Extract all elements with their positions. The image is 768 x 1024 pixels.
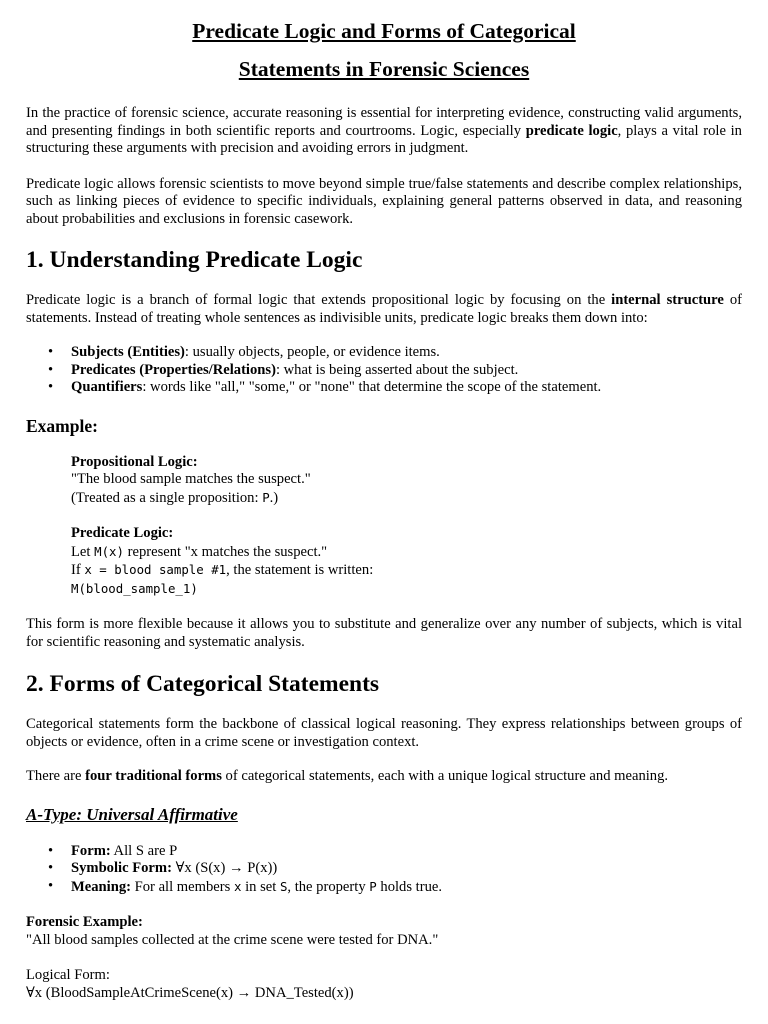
- title-line-2: Statements in Forensic Sciences: [238, 57, 530, 81]
- document-title: [26, 18, 742, 94]
- list-item-text: : what is being asserted about the subject.: [275, 361, 519, 378]
- pred-code: x = blood sample #1: [84, 562, 227, 577]
- prop-text: (Treated as a single proposition:: [71, 489, 263, 506]
- meaning-code: P: [369, 878, 377, 894]
- list-item-bold: Quantifiers: [71, 379, 143, 395]
- meaning-label: Meaning:: [71, 878, 131, 895]
- list-item-text: : words like "all," "some," or "none" that determine the scope of the statement.: [142, 379, 602, 395]
- list-item: [71, 344, 742, 362]
- list-item: [71, 860, 742, 878]
- a-type-heading: A-Type: Universal Affirmative: [26, 804, 238, 824]
- propositional-line-1: "The blood sample matches the suspect.": [71, 471, 311, 487]
- form-text: All S are P: [110, 842, 178, 859]
- prop-code: P: [262, 489, 270, 505]
- list-item-bold: Predicates (Properties/Relations): [71, 361, 276, 378]
- forensic-example-label: Forensic Example:: [26, 914, 143, 930]
- list-item: [71, 843, 742, 861]
- pred-text-after: , the statement is written:: [226, 562, 374, 578]
- meaning-code: S: [279, 878, 288, 894]
- predicate-line-3: [71, 580, 742, 599]
- predicate-title: Predicate Logic:: [71, 525, 174, 541]
- intro-p1-text: In the practice of forensic science, accurate reasoning is essential for interpreting evidence, constructing valid arguments, and presenting findings in both scientific reports and courtrooms. Logic, especially: [26, 105, 742, 139]
- pred-code: M(blood_sample_1): [71, 580, 198, 596]
- s2-p2-text: There are: [26, 768, 86, 784]
- title-line-1: Predicate Logic and Forms of Categorical: [192, 19, 576, 43]
- intro-p1-bold: predicate logic: [525, 122, 618, 139]
- form-label: Form:: [71, 842, 111, 859]
- meaning-text: in set: [241, 878, 280, 895]
- a-type-list: [26, 843, 742, 897]
- propositional-line-2: [71, 489, 742, 508]
- predicate-line-1: [71, 543, 742, 562]
- logical-form-label: Logical Form:: [26, 967, 110, 983]
- s1-p-text-after: of statements. Instead of treating whole sentences as indivisible units, predicate logic breaks them down into:: [26, 292, 743, 326]
- s1-p-text: Predicate logic is a branch of formal logic that extends propositional logic by focusing on the: [26, 292, 612, 308]
- meaning-code: x: [233, 878, 242, 894]
- document-page: [26, 0, 742, 1002]
- symbolic-form-label: Symbolic Form:: [71, 860, 172, 876]
- symbolic-form-text: ∀x (S(x) → P(x)): [171, 860, 278, 876]
- intro-paragraph-1: [26, 105, 742, 158]
- list-item: [71, 379, 742, 397]
- meaning-text: holds true.: [376, 878, 443, 895]
- s2-p2-bold: four traditional forms: [85, 768, 222, 784]
- propositional-example: [26, 454, 742, 508]
- section-1-closing: This form is more flexible because it allows you to substitute and generalize over any number of subjects, which is vital for scientific reasoning and systematic analysis.: [26, 616, 742, 650]
- list-item-bold: Subjects (Entities): [71, 344, 185, 360]
- section-2-paragraph-2: [26, 768, 742, 786]
- section-2-heading: 2. Forms of Categorical Statements: [26, 671, 380, 697]
- pred-text: Let: [71, 543, 95, 560]
- section-1-paragraph: [26, 292, 742, 327]
- s1-p-bold: internal structure: [611, 292, 724, 308]
- list-item: [71, 362, 742, 380]
- pred-text-after: represent "x matches the suspect.": [123, 543, 328, 560]
- prop-text-after: .): [269, 489, 279, 506]
- example-heading: Example:: [26, 415, 98, 436]
- section-2-paragraph-1: Categorical statements form the backbone of classical logical reasoning. They express relationships between groups of objects or evidence, often in a crime scene or investigation context.: [26, 716, 742, 750]
- propositional-title: Propositional Logic:: [71, 453, 198, 470]
- section-1-heading: 1. Understanding Predicate Logic: [26, 247, 363, 273]
- list-item: [71, 878, 742, 897]
- intro-p1-text-after: , plays a vital role in structuring these arguments with precision and avoiding errors in judgment.: [26, 122, 742, 156]
- pred-text: If: [71, 562, 85, 578]
- forensic-example-text: "All blood samples collected at the crime scene were tested for DNA.": [26, 931, 439, 948]
- predicate-line-2: [71, 561, 742, 580]
- predicate-example: [26, 525, 742, 598]
- meaning-text: , the property: [287, 878, 370, 895]
- logical-form-text: ∀x (BloodSampleAtCrimeScene(x) → DNA_Tested(x)): [26, 984, 354, 1001]
- pred-code: M(x): [94, 543, 124, 559]
- list-item-text: : usually objects, people, or evidence items.: [184, 344, 440, 360]
- s2-p2-text-after: of categorical statements, each with a unique logical structure and meaning.: [221, 768, 669, 784]
- meaning-text: For all members: [131, 878, 234, 895]
- predicate-components-list: [26, 344, 742, 397]
- intro-paragraph-2: Predicate logic allows forensic scientists to move beyond simple true/false statements and describe complex relationships, such as linking pieces of evidence to specific individuals, explaining general patterns observed in data, and reasoning about probabilities and exclusions in forensic casework.: [26, 175, 742, 227]
